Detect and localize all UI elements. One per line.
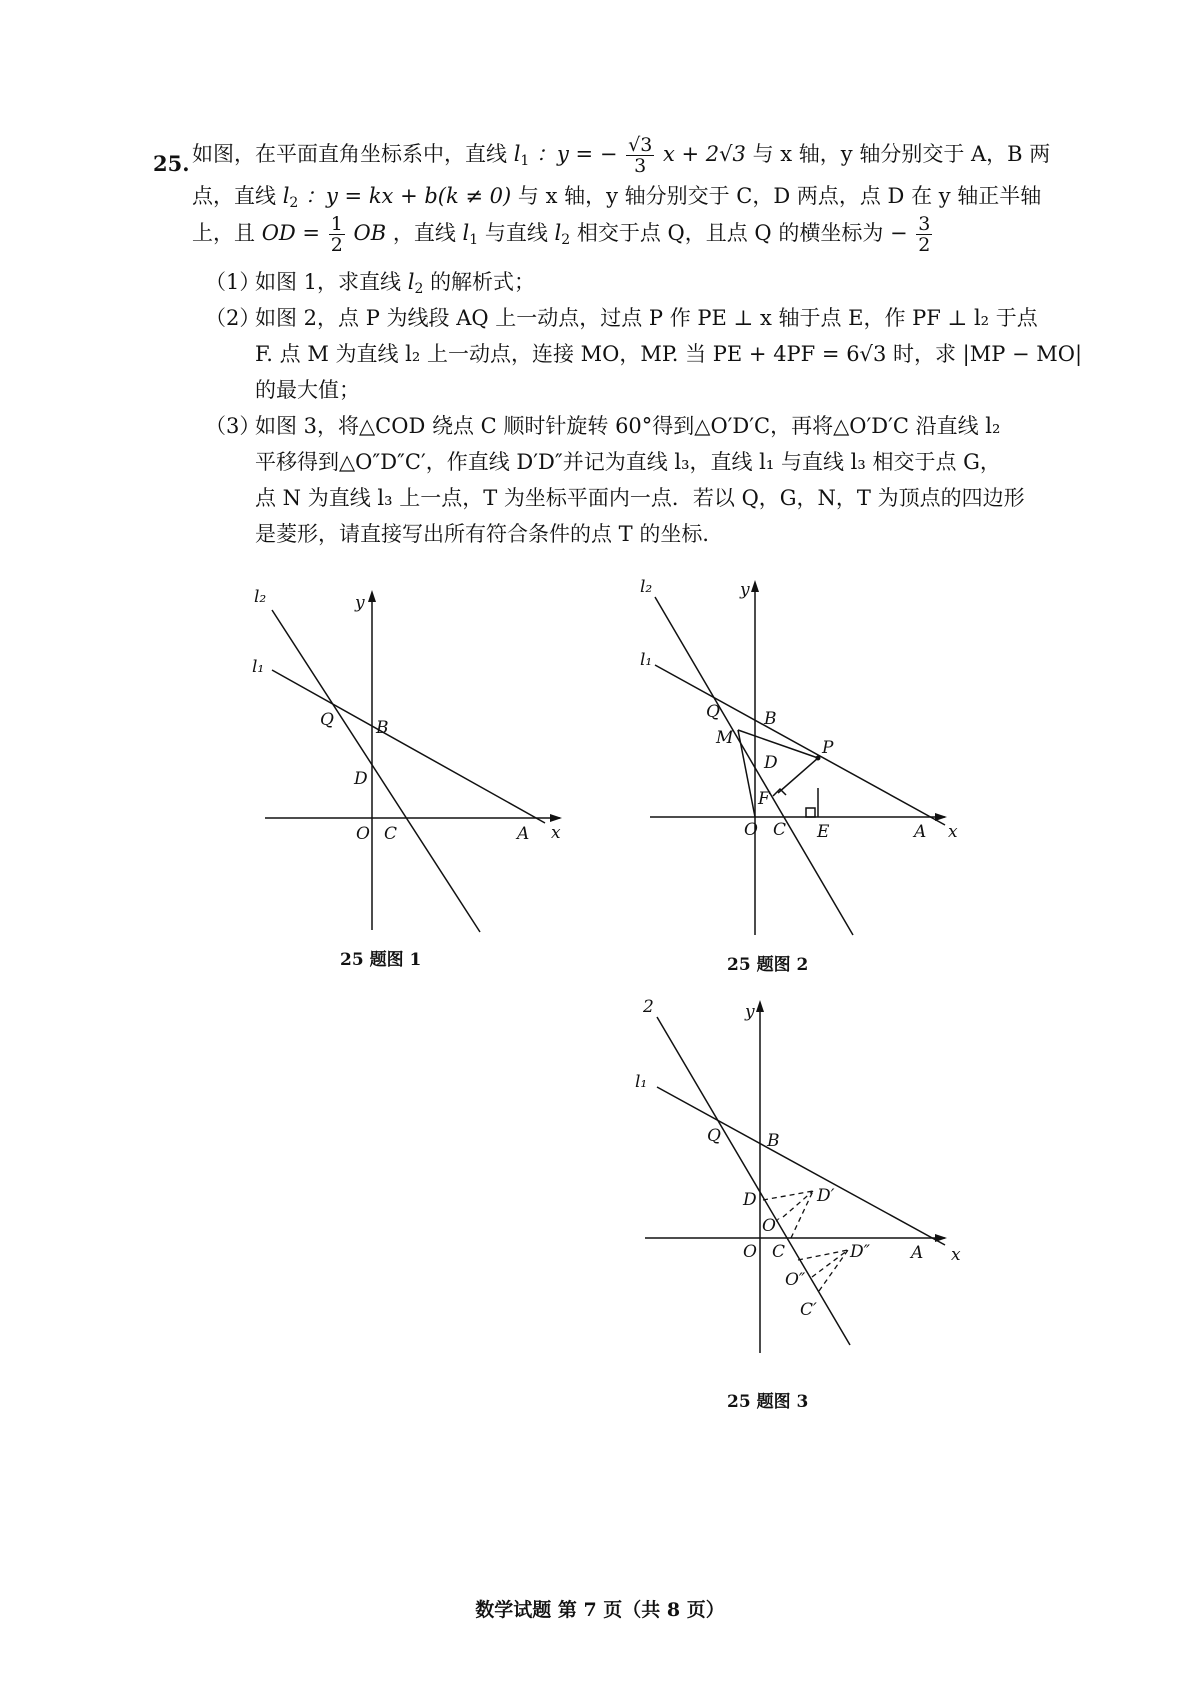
label-F: F [758, 789, 770, 809]
part-label: （1） [205, 270, 261, 294]
text: 如图 1，求直线 [255, 270, 402, 294]
text: 如图，在平面直角坐标系中，直线 [192, 142, 507, 166]
label-C: C [772, 1242, 786, 1262]
num: 1 [330, 213, 343, 235]
dash-D2 [798, 1250, 848, 1260]
text: 与 x 轴，y 轴分别交于 C，D 两点，点 D 在 y 轴正半轴 [517, 184, 1042, 208]
label-B: B [764, 709, 777, 729]
fraction [626, 135, 654, 176]
line-l2 [657, 1017, 850, 1345]
label-O1: O′ [762, 1216, 780, 1236]
text: 的解析式； [430, 270, 536, 294]
label-x: x [948, 822, 958, 842]
part-3-line-3: 点 N 为直线 l₃ 上一点，T 为坐标平面内一点．若以 Q，G，N，T 为顶点的四边形 [255, 486, 1025, 510]
label-Q: Q [706, 702, 720, 722]
label-C1: C′ [800, 1300, 817, 1320]
part-1 [205, 266, 260, 296]
label-P: P [822, 738, 834, 758]
y-arrow [756, 1000, 764, 1012]
fraction [329, 214, 345, 255]
label-l1: l₁ [640, 650, 653, 670]
label-C: C [773, 820, 787, 840]
question-number: 25. [153, 151, 190, 176]
segment-MP [738, 730, 818, 758]
label-l2: 2 [643, 997, 654, 1017]
sub: 2 [561, 232, 571, 248]
den: 2 [918, 234, 931, 256]
line-l1 [655, 665, 945, 825]
y-arrow [368, 590, 376, 602]
label-O2: O″ [785, 1270, 806, 1290]
label-A: A [517, 824, 530, 844]
point-P [816, 756, 821, 761]
line-l2 [655, 597, 853, 935]
label-B: B [376, 718, 389, 738]
math: OD = [261, 221, 321, 245]
label-A: A [914, 822, 927, 842]
label-B: B [767, 1131, 780, 1151]
x-arrow [550, 814, 562, 822]
label-y: y [745, 1002, 755, 1022]
math: l [282, 184, 290, 208]
question-line-3 [192, 214, 934, 255]
label-l1: l₁ [252, 657, 265, 677]
den: 2 [330, 234, 343, 256]
segment-PF [778, 758, 818, 793]
label-C: C [384, 824, 398, 844]
label-D2: D″ [850, 1242, 870, 1262]
part-2-label: （2） [205, 306, 261, 330]
part-3-label: （3） [205, 414, 261, 438]
math: x + 2√3 [663, 142, 746, 166]
label-y: y [740, 580, 750, 600]
text: ，直线 [392, 221, 456, 245]
line-l1 [272, 670, 545, 823]
label-Q: Q [707, 1126, 721, 1146]
line-l1 [657, 1087, 945, 1245]
label-O: O [743, 1242, 757, 1262]
label-l1: l₁ [635, 1072, 648, 1092]
figure-2 [640, 575, 970, 954]
label-O: O [744, 820, 758, 840]
part-1-text [255, 266, 535, 297]
dash-C1D2 [819, 1250, 848, 1291]
num: √3 [628, 134, 653, 156]
part-3-line-1: 如图 3，将△COD 绕点 C 顺时针旋转 60°得到△O′D′C，再将△O′D′C 沿直线 l₂ [255, 414, 1001, 438]
figure-3-svg [635, 995, 970, 1365]
math: l [407, 270, 415, 294]
dash-DD1 [763, 1191, 813, 1200]
label-M: M [716, 728, 734, 748]
sub: 1 [520, 153, 530, 169]
fraction [916, 214, 932, 255]
dash-CD1 [791, 1191, 813, 1238]
sub: 2 [289, 195, 299, 211]
figure-2-svg [640, 575, 970, 950]
label-A: A [911, 1243, 924, 1263]
label-D1: D′ [817, 1186, 835, 1206]
label-l2: l₂ [640, 577, 653, 597]
x-arrow [935, 1234, 947, 1242]
text: 与 x 轴，y 轴分别交于 A，B 两 [752, 142, 1051, 166]
num: 3 [918, 213, 931, 235]
dash-O1D1 [783, 1191, 813, 1217]
label-D: D [354, 769, 368, 789]
text: 相交于点 Q，且点 Q 的横坐标为 − [576, 221, 908, 245]
label-y: y [355, 593, 365, 613]
part-3-line-2: 平移得到△O″D″C′，作直线 D′D″并记为直线 l₃，直线 l₁ 与直线 l₃ 相交于点 G， [255, 450, 1001, 474]
den: 3 [634, 155, 647, 177]
x-arrow [935, 813, 947, 821]
figure-1-svg [250, 580, 580, 950]
label-x: x [951, 1245, 961, 1265]
figure-2-caption: 25 题图 2 [727, 955, 809, 975]
sub: 2 [414, 281, 424, 297]
right-angle-E [806, 808, 815, 817]
line-l2 [272, 610, 480, 932]
label-D: D [764, 753, 778, 773]
math: ：y = kx + b(k ≠ 0) [305, 184, 512, 208]
math: l [554, 221, 562, 245]
sub: 1 [469, 232, 479, 248]
question-line-2 [192, 180, 1041, 211]
label-x: x [551, 823, 561, 843]
text: 与直线 [484, 221, 548, 245]
figure-1 [250, 580, 580, 954]
part-2-line-2: F. 点 M 为直线 l₂ 上一动点，连接 MO，MP. 当 PE + 4PF = 6√3 时，求 |MP − MO| [255, 342, 1083, 366]
text: 点，直线 [192, 184, 276, 208]
math: l [462, 221, 470, 245]
part-3-line-4: 是菱形，请直接写出所有符合条件的点 T 的坐标． [255, 522, 724, 546]
label-l2: l₂ [254, 587, 267, 607]
figure-3 [635, 995, 970, 1369]
figure-1-caption: 25 题图 1 [340, 950, 422, 970]
math: l [513, 142, 521, 166]
label-Q: Q [320, 710, 334, 730]
label-E: E [817, 822, 830, 842]
label-O: O [356, 824, 370, 844]
figure-3-caption: 25 题图 3 [727, 1392, 809, 1412]
question-line-1 [192, 135, 1050, 176]
math: OB [353, 221, 387, 245]
part-2-line-1: 如图 2，点 P 为线段 AQ 上一动点，过点 P 作 PE ⊥ x 轴于点 E，作 PF ⊥ l₂ 于点 [255, 306, 1038, 330]
y-arrow [751, 580, 759, 592]
label-D: D [743, 1190, 757, 1210]
part-2-line-3: 的最大值； [255, 378, 360, 402]
page-footer: 数学试题 第 7 页（共 8 页） [475, 1599, 725, 1621]
text: 上，且 [192, 221, 255, 245]
math: ：y = − [536, 142, 618, 166]
dash-O2D2 [812, 1250, 848, 1277]
segment-MO [738, 730, 755, 817]
